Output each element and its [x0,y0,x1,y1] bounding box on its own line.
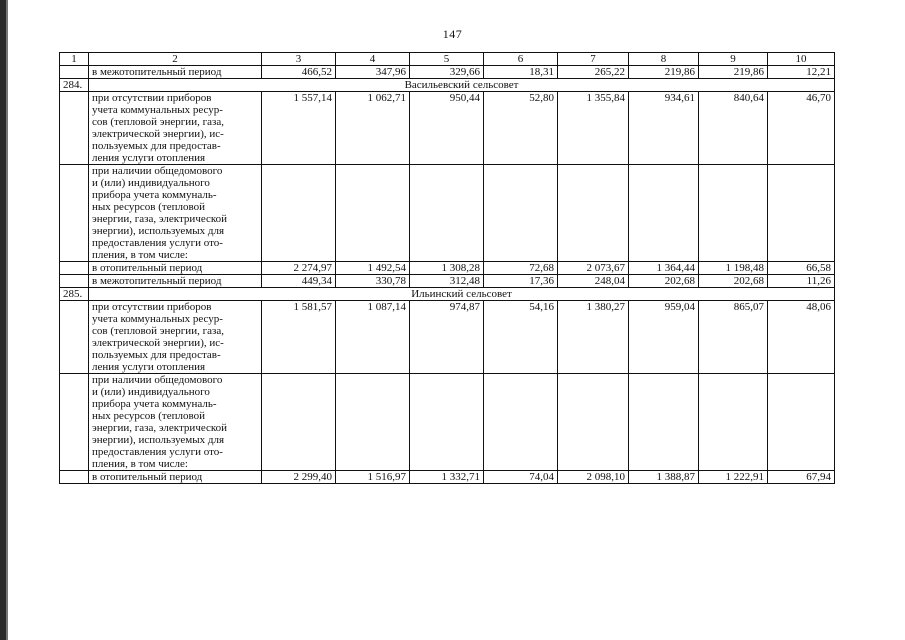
index-cell [60,165,89,262]
empty-cell [558,165,629,262]
desc-line: при отсутствии приборов [92,92,212,104]
desc-line: учета коммунальных ресур- [92,104,223,116]
empty-cell [558,374,629,471]
value-cell: 312,48 [410,275,484,288]
value-cell: 18,31 [484,66,558,79]
desc-line: учета коммунальных ресур- [92,313,223,325]
desc-cell [89,301,262,374]
column-header: 1 [60,53,89,66]
column-header: 4 [336,53,410,66]
index-cell [60,66,89,79]
value-cell: 1 380,27 [558,301,629,374]
value-cell: 11,26 [768,275,835,288]
desc-cell [89,374,262,471]
settlement-row [60,79,835,92]
value-cell: 72,68 [484,262,558,275]
index-cell [60,275,89,288]
table-row [60,275,835,288]
value-cell: 52,80 [484,92,558,165]
desc-line: сов (тепловой энергии, газа, [92,325,224,337]
value-cell: 1 062,71 [336,92,410,165]
desc-line: энергии), используемых для [92,225,225,237]
value-cell: 12,21 [768,66,835,79]
empty-cell [699,165,768,262]
value-cell: 466,52 [262,66,336,79]
value-cell: 959,04 [629,301,699,374]
desc-line: сов (тепловой энергии, газа, [92,116,224,128]
desc-cell: в межотопительный период [89,275,262,288]
page-number: 147 [442,27,463,41]
value-cell: 934,61 [629,92,699,165]
value-cell: 1 557,14 [262,92,336,165]
desc-cell: в межотопительный период [89,66,262,79]
desc-line: пления, в том числе: [92,458,188,470]
desc-line: ных ресурсов (тепловой [92,201,205,213]
desc-line: предоставления услуги ото- [92,446,223,458]
table-row [60,471,835,484]
value-cell: 2 274,97 [262,262,336,275]
value-cell: 865,07 [699,301,768,374]
column-header: 8 [629,53,699,66]
value-cell: 54,16 [484,301,558,374]
column-header: 3 [262,53,336,66]
value-cell: 48,06 [768,301,835,374]
value-cell: 2 073,67 [558,262,629,275]
tariff-table [59,52,835,484]
table-row [60,262,835,275]
value-cell: 1 087,14 [336,301,410,374]
value-cell: 1 222,91 [699,471,768,484]
value-cell: 330,78 [336,275,410,288]
empty-cell [336,165,410,262]
value-cell: 950,44 [410,92,484,165]
desc-line: при отсутствии приборов [92,301,212,313]
value-cell: 202,68 [699,275,768,288]
desc-line: пления, в том числе: [92,249,188,261]
settlement-row [60,288,835,301]
column-header: 2 [89,53,262,66]
settlement-name: Васильевский сельсовет [89,79,835,92]
value-cell: 1 581,57 [262,301,336,374]
value-cell: 1 332,71 [410,471,484,484]
value-cell: 1 516,97 [336,471,410,484]
empty-cell [699,374,768,471]
value-cell: 1 355,84 [558,92,629,165]
desc-line: и (или) индивидуального [92,386,210,398]
desc-cell: в отопительный период [89,471,262,484]
desc-line: предоставления услуги ото- [92,237,223,249]
desc-line: при наличии общедомового [92,165,223,177]
value-cell: 329,66 [410,66,484,79]
value-cell: 1 364,44 [629,262,699,275]
desc-line: прибора учета коммуналь- [92,398,217,410]
value-cell: 202,68 [629,275,699,288]
value-cell: 840,64 [699,92,768,165]
column-header: 10 [768,53,835,66]
header-row [60,53,835,66]
value-cell: 17,36 [484,275,558,288]
column-header: 6 [484,53,558,66]
desc-line: при наличии общедомового [92,374,223,386]
value-cell: 1 198,48 [699,262,768,275]
value-cell: 1 308,28 [410,262,484,275]
desc-cell [89,92,262,165]
empty-cell [629,165,699,262]
empty-cell [410,374,484,471]
desc-line: и (или) индивидуального [92,177,210,189]
value-cell: 2 299,40 [262,471,336,484]
desc-line: ных ресурсов (тепловой [92,410,205,422]
value-cell: 2 098,10 [558,471,629,484]
empty-cell [484,374,558,471]
table-body [60,53,835,484]
empty-cell [768,165,835,262]
value-cell: 67,94 [768,471,835,484]
empty-cell [410,165,484,262]
scan-left-edge-shadow [6,0,8,640]
desc-cell [89,165,262,262]
index-cell: 285. [60,288,89,301]
index-cell: 284. [60,79,89,92]
value-cell: 1 388,87 [629,471,699,484]
empty-cell [768,374,835,471]
desc-cell: в отопительный период [89,262,262,275]
column-header: 9 [699,53,768,66]
value-cell: 1 492,54 [336,262,410,275]
value-cell: 219,86 [629,66,699,79]
table-row [60,374,835,471]
empty-cell [484,165,558,262]
column-header: 7 [558,53,629,66]
table-row [60,165,835,262]
desc-line: пользуемых для предостав- [92,140,221,152]
desc-line: энергии, газа, электрической [92,213,228,225]
value-cell: 74,04 [484,471,558,484]
desc-line: электрической энергии), ис- [92,128,224,140]
empty-cell [336,374,410,471]
index-cell [60,92,89,165]
value-cell: 248,04 [558,275,629,288]
index-cell [60,471,89,484]
desc-line: энергии, газа, электрической [92,422,228,434]
table-row [60,301,835,374]
desc-line: прибора учета коммуналь- [92,189,217,201]
column-header: 5 [410,53,484,66]
desc-line: ления услуги отопления [92,361,206,373]
value-cell: 449,34 [262,275,336,288]
value-cell: 974,87 [410,301,484,374]
index-cell [60,301,89,374]
empty-cell [262,374,336,471]
value-cell: 219,86 [699,66,768,79]
value-cell: 347,96 [336,66,410,79]
desc-line: электрической энергии), ис- [92,337,224,349]
desc-line: пользуемых для предостав- [92,349,221,361]
value-cell: 265,22 [558,66,629,79]
index-cell [60,374,89,471]
desc-line: энергии), используемых для [92,434,225,446]
table-row [60,66,835,79]
value-cell: 66,58 [768,262,835,275]
value-cell: 46,70 [768,92,835,165]
index-cell [60,262,89,275]
desc-line: ления услуги отопления [92,152,206,164]
settlement-name: Ильинский сельсовет [89,288,835,301]
empty-cell [262,165,336,262]
table-row [60,92,835,165]
empty-cell [629,374,699,471]
